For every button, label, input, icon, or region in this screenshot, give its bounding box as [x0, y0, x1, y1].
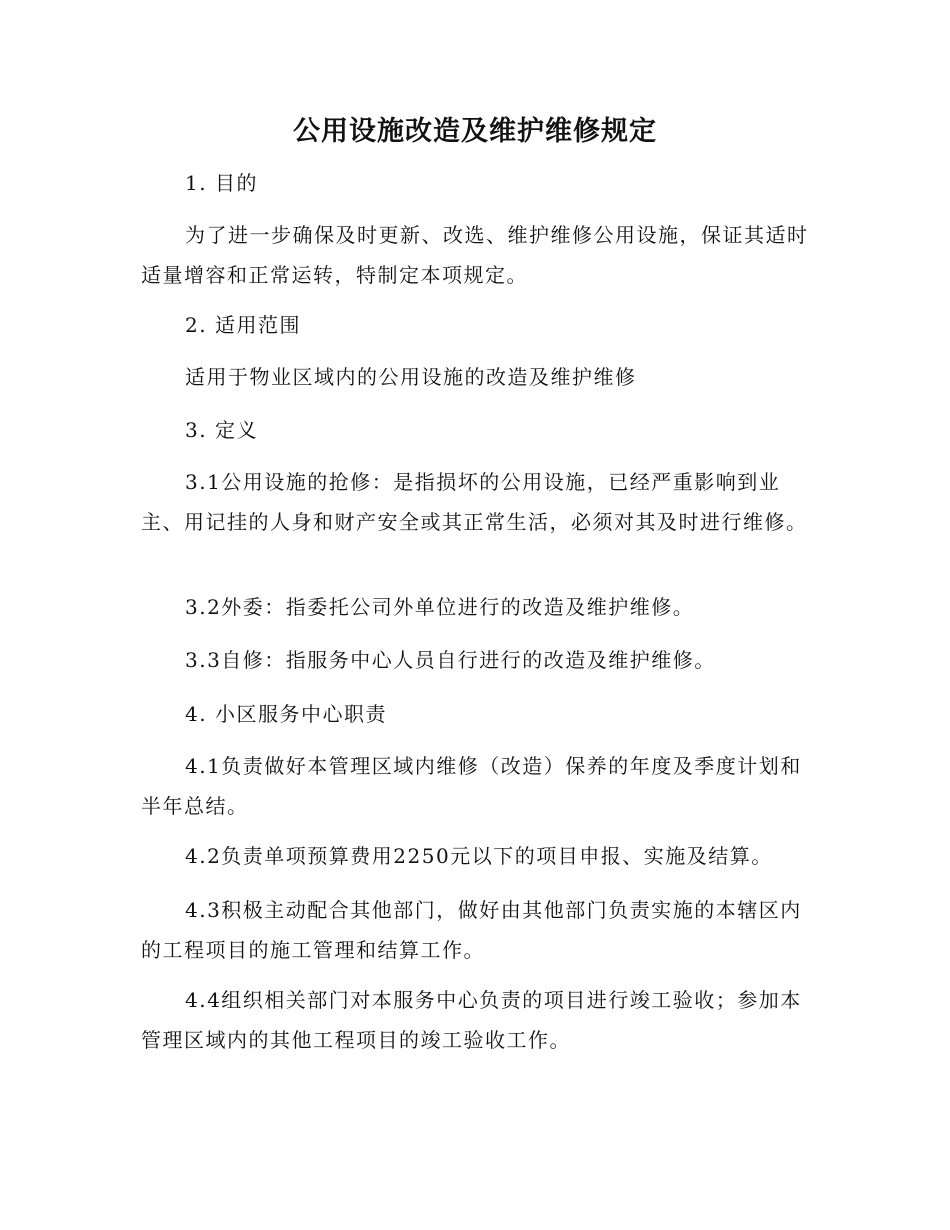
paragraph-duty-4-1: 4.1负责做好本管理区域内维修（改造）保养的年度及季度计划和半年总结。 — [141, 754, 802, 818]
document-title: 公用设施改造及维护维修规定 — [293, 116, 657, 147]
paragraph-definition-3-1: 3.1公用设施的抢修：是指损坏的公用设施，已经严重影响到业主、用记挂的人身和财产安全或其正常生活，必须对其及时进行维修。 — [141, 470, 808, 534]
section-heading-purpose: 1. 目的 — [185, 171, 258, 195]
section-heading-duties: 4. 小区服务中心职责 — [185, 702, 387, 726]
paragraph-scope: 适用于物业区域内的公用设施的改造及维护维修 — [185, 365, 637, 389]
paragraph-duty-4-4: 4.4组织相关部门对本服务中心负责的项目进行竣工验收；参加本管理区域内的其他工程项目的竣工验收工作。 — [141, 988, 802, 1052]
paragraph-duty-4-2: 4.2负责单项预算费用2250元以下的项目申报、实施及结算。 — [185, 844, 773, 868]
section-heading-definitions: 3. 定义 — [185, 418, 258, 442]
paragraph-definition-3-2: 3.2外委：指委托公司外单位进行的改造及维护维修。 — [185, 595, 695, 619]
paragraph-purpose: 为了进一步确保及时更新、改选、维护维修公用设施，保证其适时适量增容和正常运转，特制定本项规定。 — [141, 223, 809, 287]
paragraph-definition-3-3: 3.3自修：指服务中心人员自行进行的改造及维护维修。 — [185, 648, 716, 672]
paragraph-duty-4-3: 4.3积极主动配合其他部门，做好由其他部门负责实施的本辖区内的工程项目的施工管理和结算工作。 — [141, 898, 802, 962]
section-heading-scope: 2. 适用范围 — [185, 313, 301, 337]
